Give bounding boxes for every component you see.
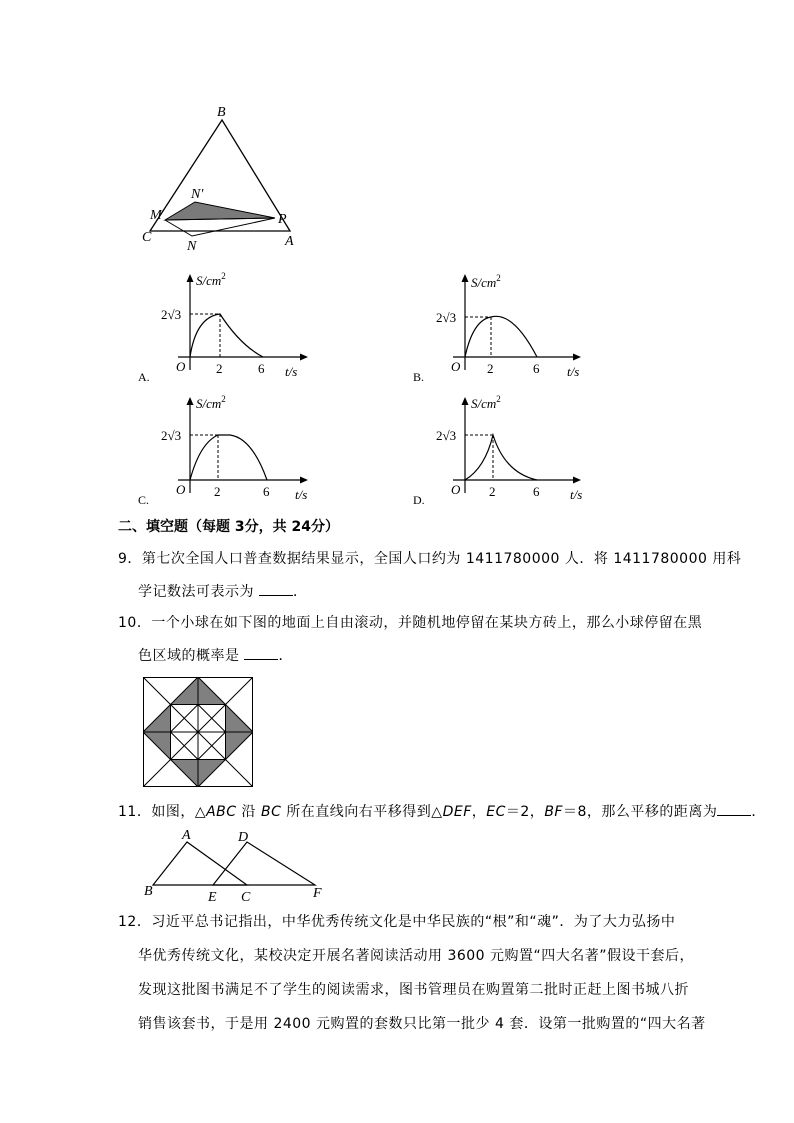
translation-figure	[140, 825, 340, 907]
option-label-c: C.	[138, 493, 150, 507]
ytick-label: 2√3	[161, 307, 182, 322]
label-n: N	[187, 239, 197, 254]
triangle-figure	[140, 100, 310, 255]
curve	[465, 316, 537, 357]
label-d: D	[238, 830, 249, 845]
q12-line1: 12．习近平总书记指出，中华优秀传统文化是中华民族的“根”和“魂”．为了大力弘扬中	[118, 914, 676, 930]
origin-label: O	[451, 359, 461, 374]
q12-line3: 发现这批图书满足不了学生的阅读需求，图书管理员在购置第二批时正赶上图书城八折	[138, 982, 689, 998]
ylabel: $S/cm^2$	[471, 394, 501, 411]
x-axis-arrow	[573, 477, 581, 484]
q9-line1: 9．第七次全国人口普查数据结果显示，全国人口约为 1411780000 人．将 1411780000 用科	[118, 551, 742, 567]
xlabel: t/s	[567, 364, 580, 379]
label-c: C	[241, 890, 251, 905]
q11-bc: BC	[260, 804, 282, 820]
q9-line2	[138, 576, 307, 608]
ytick-label: 2√3	[436, 428, 457, 443]
label-e: E	[208, 890, 217, 905]
curve	[190, 435, 267, 480]
q11-def: DEF	[442, 804, 472, 820]
ylabel: $S/cm^2$	[196, 271, 226, 288]
xtick-6: 6	[263, 484, 270, 499]
q9-period: ．	[292, 584, 308, 600]
label-f: F	[313, 886, 322, 901]
x-axis-arrow	[300, 477, 308, 484]
xlabel: t/s	[295, 487, 308, 502]
ylabel: $S/cm^2$	[196, 394, 226, 411]
curve	[190, 314, 263, 357]
q11-period: ．	[751, 804, 766, 820]
y-axis-arrow	[462, 397, 469, 405]
label-m: M	[150, 208, 162, 223]
graph-d	[405, 388, 605, 508]
xtick-2: 2	[214, 484, 221, 499]
y-axis-arrow	[462, 274, 469, 282]
q11-ec: EC	[486, 804, 506, 820]
q11-t4: ＝2，	[505, 804, 545, 820]
option-label-a: A.	[138, 370, 150, 384]
q11-t5: ＝8，那么平移的距离为	[562, 804, 718, 820]
ylabel: $S/cm^2$	[471, 273, 501, 290]
graph-a	[130, 265, 330, 385]
xtick-6: 6	[258, 361, 265, 376]
segment-mnp	[165, 218, 275, 236]
graph-c	[130, 388, 330, 508]
label-p: P	[278, 212, 287, 227]
ytick-label: 2√3	[161, 428, 182, 443]
shaded-triangle-mnp	[165, 202, 275, 220]
tile-grid-figure	[143, 677, 253, 787]
q12-line2: 华优秀传统文化，某校决定开展名著阅读活动用 3600 元购置“四大名著”假设干套后，	[138, 948, 695, 964]
option-label-b: B.	[413, 370, 425, 384]
q10-line2	[138, 640, 293, 672]
q11-line	[118, 796, 766, 828]
q11-answer-blank[interactable]	[717, 803, 751, 816]
xlabel: t/s	[285, 364, 298, 379]
y-axis-arrow	[187, 274, 194, 282]
xtick-2: 2	[489, 484, 496, 499]
q11-bf: BF	[544, 804, 563, 820]
y-axis-arrow	[187, 397, 194, 405]
q11-t2: 所在直线向右平移得到△	[281, 804, 443, 820]
graph-b	[405, 265, 605, 385]
section-title: 二、填空题（每题 3分，共 24分）	[118, 519, 339, 535]
label-a: A	[182, 828, 191, 843]
q10-line1: 10．一个小球在如下图的地面上自由滚动，并随机地停留在某块方砖上，那么小球停留在黑	[118, 615, 703, 631]
x-axis-arrow	[300, 354, 308, 361]
q10-period: ．	[278, 648, 293, 664]
origin-label: O	[176, 359, 186, 374]
label-b: B	[144, 884, 153, 899]
xtick-6: 6	[533, 361, 540, 376]
xtick-2: 2	[487, 361, 494, 376]
origin-label: O	[176, 482, 186, 497]
q9-text: 学记数法可表示为	[138, 584, 254, 600]
q11-abc: ABC	[206, 804, 237, 820]
x-axis-arrow	[573, 354, 581, 361]
q10-text: 色区域的概率是	[138, 648, 240, 664]
label-c: C	[142, 230, 152, 245]
triangle-abc	[153, 842, 247, 885]
q11-prefix: 11．如图，△	[118, 804, 207, 820]
xtick-2: 2	[216, 361, 223, 376]
q12-line4: 销售该套书，于是用 2400 元购置的套数只比第一批少 4 套．设第一批购置的“四大名著	[138, 1016, 706, 1032]
label-b: B	[217, 105, 226, 120]
q9-answer-blank[interactable]	[259, 583, 293, 596]
q10-answer-blank[interactable]	[244, 647, 278, 660]
option-label-d: D.	[413, 493, 425, 507]
ytick-label: 2√3	[436, 310, 457, 325]
xlabel: t/s	[570, 487, 583, 502]
origin-label: O	[451, 482, 461, 497]
q11-t3: ，	[471, 804, 487, 820]
label-a: A	[285, 234, 294, 249]
q11-t1: 沿	[236, 804, 261, 820]
triangle-def	[213, 842, 315, 885]
label-n-prime: N'	[191, 187, 204, 202]
curve	[465, 435, 537, 480]
xtick-6: 6	[533, 484, 540, 499]
